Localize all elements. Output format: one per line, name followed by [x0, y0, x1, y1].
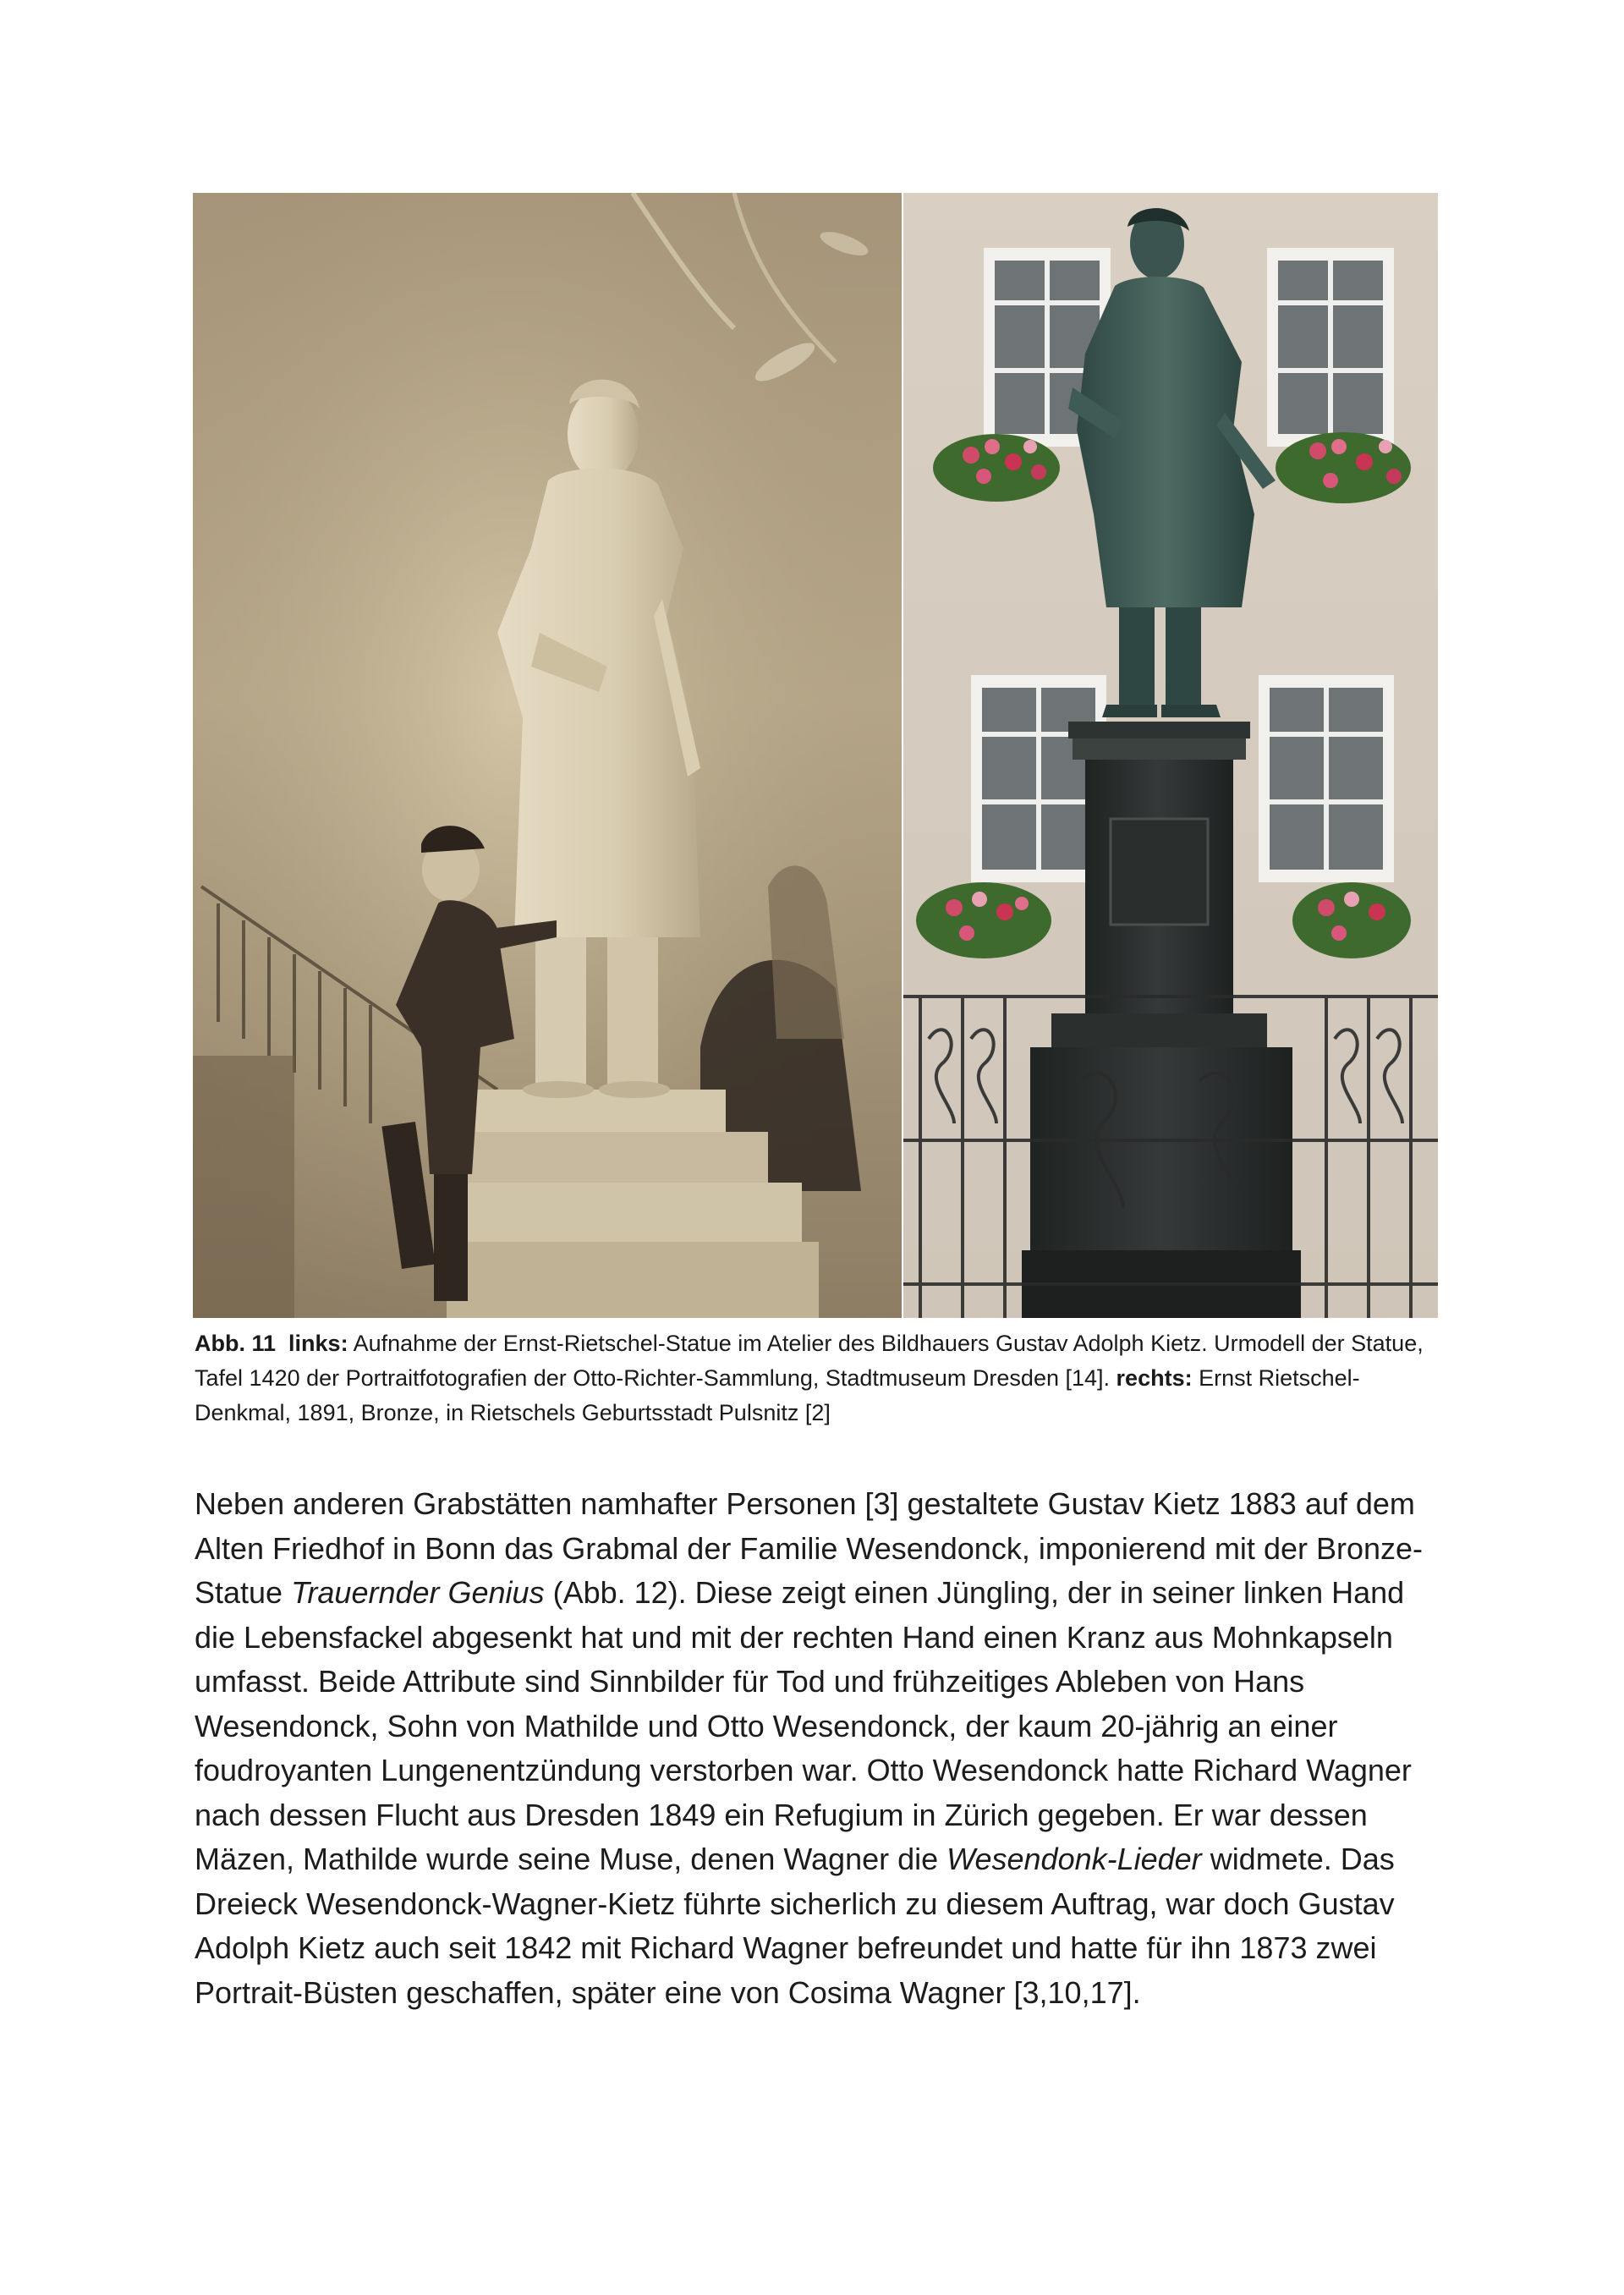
photo-studio-statue	[193, 193, 902, 1318]
figure-caption	[195, 1326, 1438, 1430]
paragraph-part-1: Neben anderen Grabstätten namhafter Personen [3] gestaltete Gustav Kietz 1883 auf dem Alten Friedhof in Bonn das Grabmal der Familie Wesendonck, imponierend mit der Bronze-Statue	[195, 1486, 1424, 1610]
paragraph-part-2: (Abb. 12). Diese zeigt einen Jüngling, der in seiner linken Hand die Lebensfackel abgesenkt hat und mit der rechten Hand einen Kranz aus Mohnkapseln umfasst. Beide Attribute sind Sinnbilder für Tod und frühzeitiges Ableben von Hans Wesendonck, Sohn von Mathilde und Otto Wesendonck, der kaum 20-jährig an einer foudroyanten Lungenentzündung verstorben war. Otto Wesendonck hatte Richard Wagner nach dessen Flucht aus Dresden 1849 ein Refugium in Zürich gegeben. Er war dessen Mäzen, Mathilde wurde seine Muse, denen Wagner die	[195, 1575, 1412, 1876]
body-paragraph	[195, 1482, 1446, 2015]
italic-title-wesendonk-lieder: Wesendonk-Lieder	[946, 1842, 1202, 1876]
caption-left-text: Aufnahme der Ernst-Rietschel-Statue im Atelier des Bildhauers Gustav Adolph Kietz. Urmodell der Statue, Tafel 1420 der Portraitfotografien der Otto-Richter-Sammlung, Stadtmuseum Dresden [14].	[195, 1331, 1424, 1391]
monument-photo-image	[903, 193, 1438, 1318]
paragraph	[195, 1482, 1446, 2015]
caption-right-text: Ernst Rietschel-Denkmal, 1891, Bronze, in Rietschels Geburtsstadt Pulsnitz [2]	[195, 1365, 1360, 1425]
photo-bronze-monument	[903, 193, 1438, 1318]
sepia-photo-image	[193, 193, 902, 1318]
italic-title-trauernder-genius: Trauernder Genius	[291, 1575, 545, 1610]
paragraph-part-3: widmete. Das Dreieck Wesendonck-Wagner-Kietz führte sicherlich zu diesem Auftrag, war doch Gustav Adolph Kietz auch seit 1842 mit Richard Wagner befreundet und hatte für ihn 1873 zwei Portrait-Büsten geschaffen, später eine von Cosima Wagner [3,10,17].	[195, 1842, 1395, 2010]
figure-abb-11	[193, 193, 1438, 1318]
caption-right-label: rechts:	[1116, 1365, 1193, 1391]
caption-label: Abb. 11	[195, 1331, 277, 1356]
flower-box-top-left	[933, 434, 1060, 502]
caption-left-label: links:	[288, 1331, 348, 1356]
